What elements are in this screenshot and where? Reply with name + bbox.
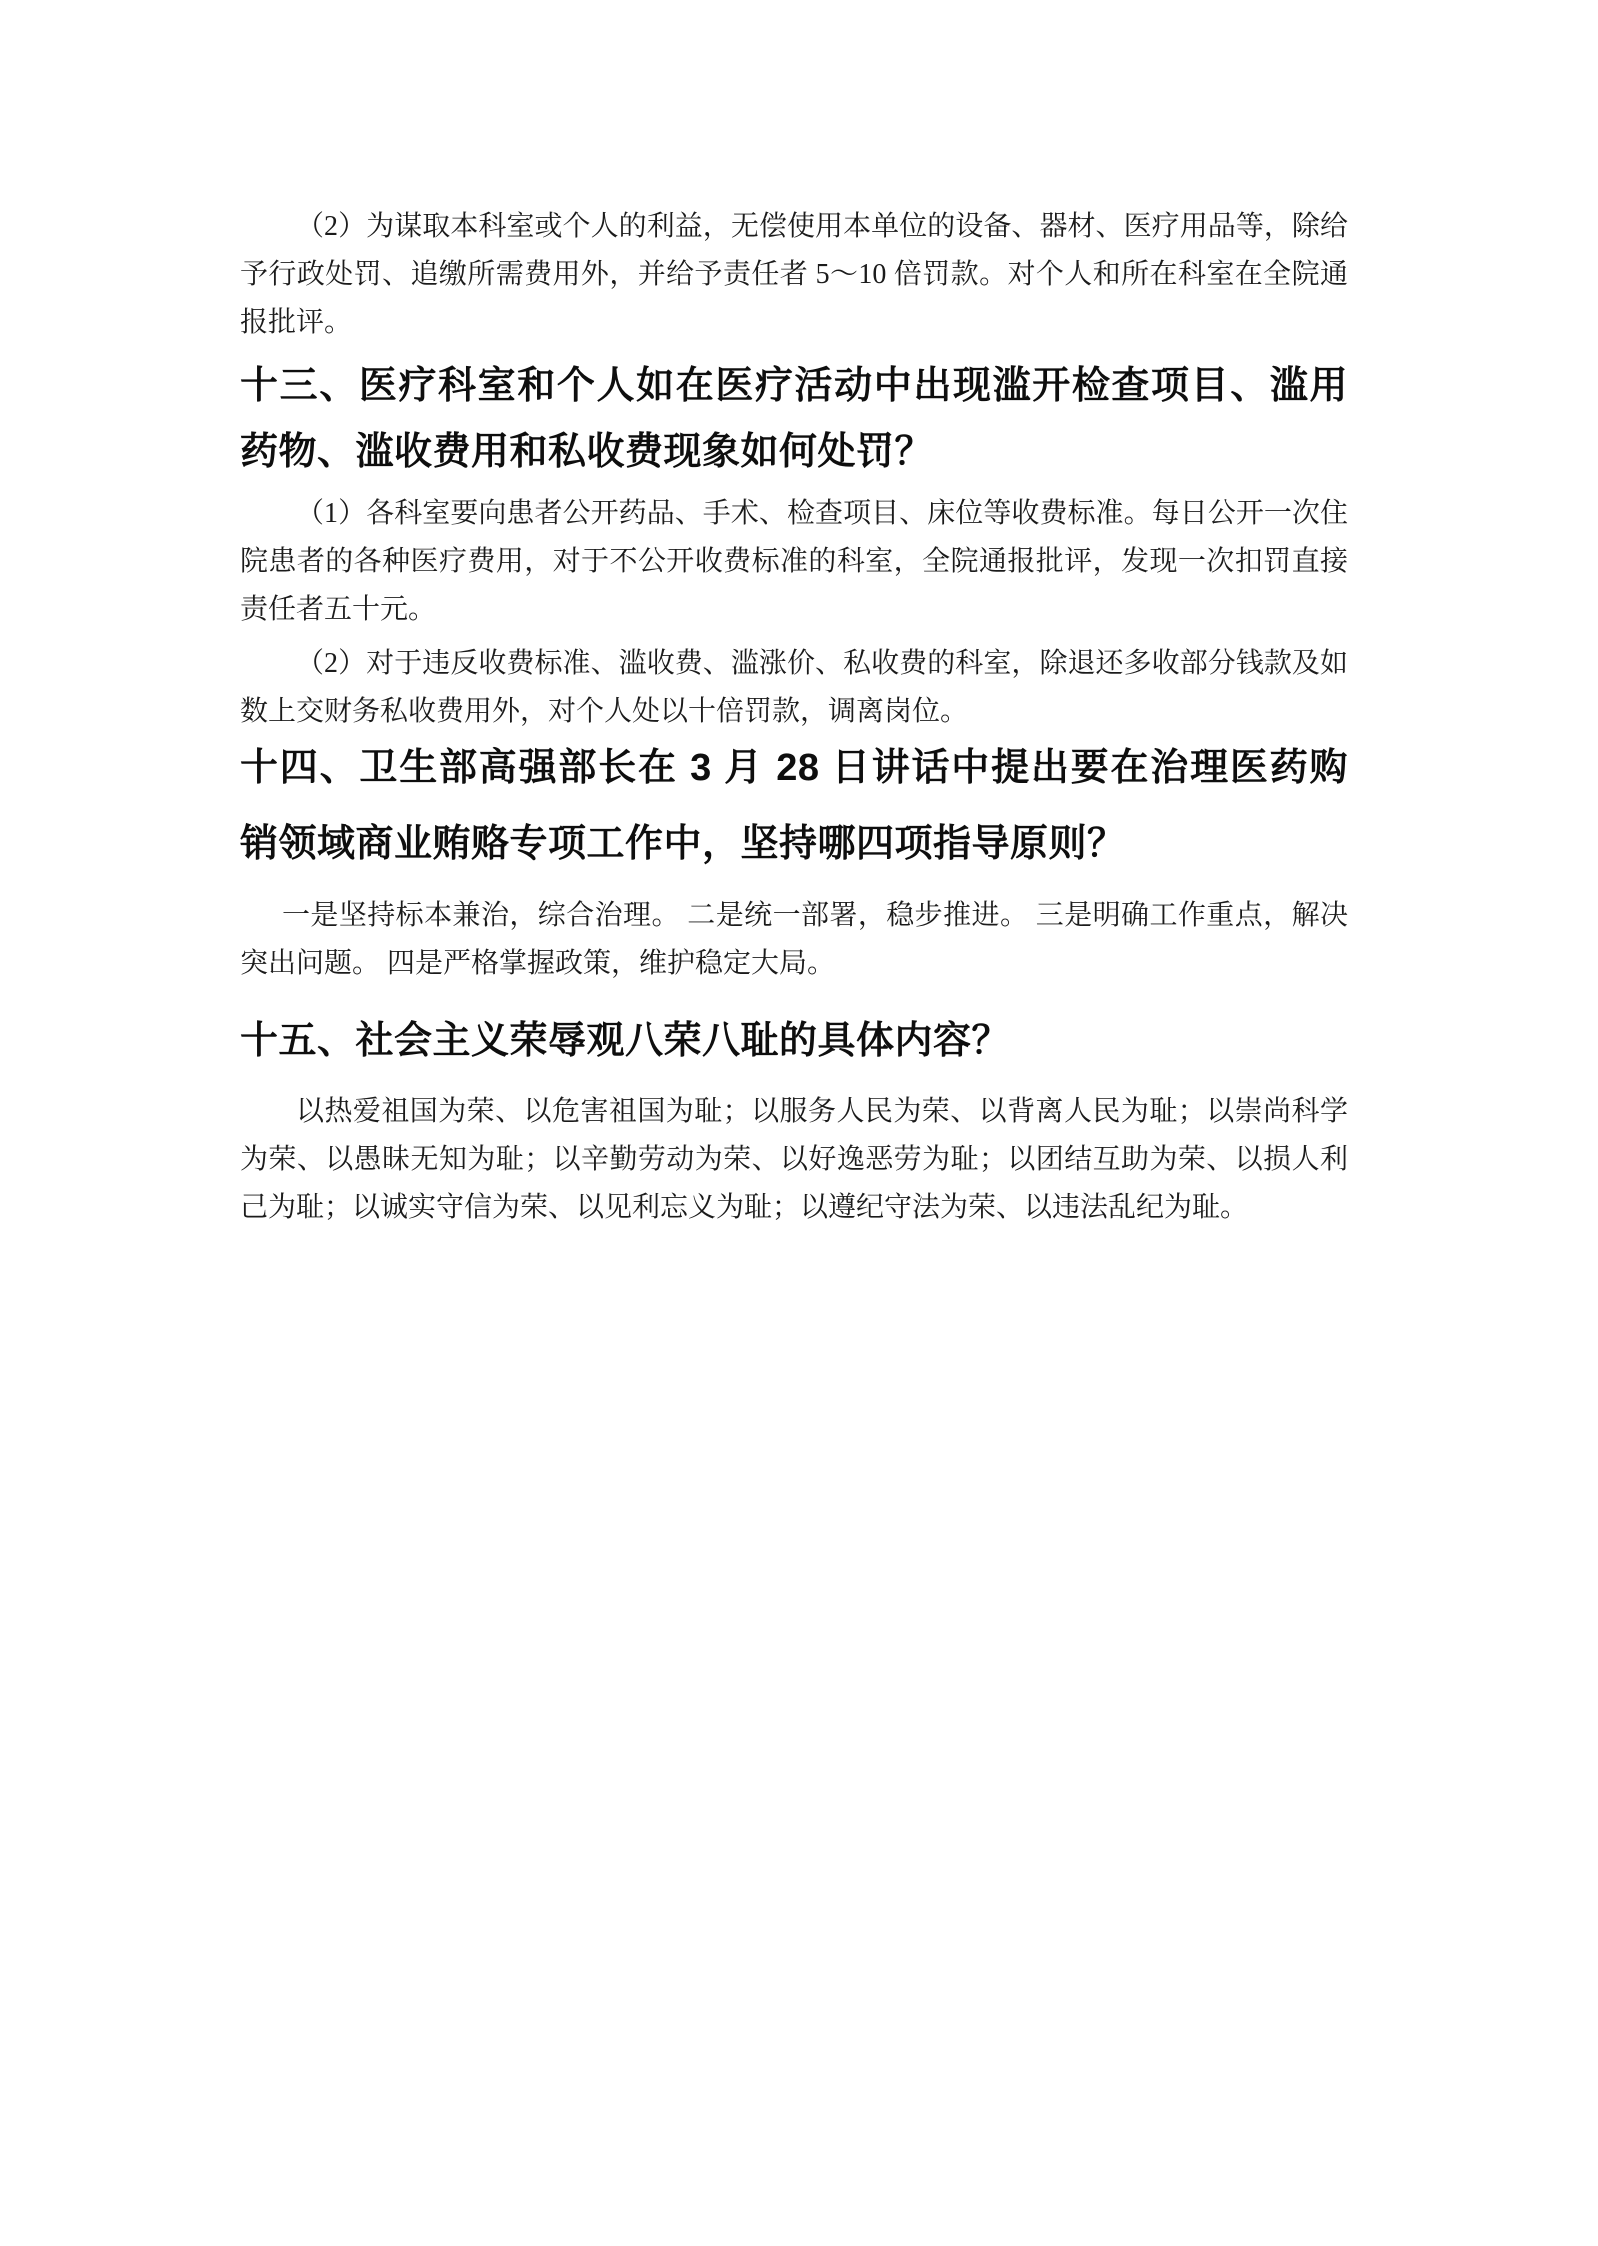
section-14-paragraph-1: 一是坚持标本兼治，综合治理。 二是统一部署，稳步推进。 三是明确工作重点，解决突出问题。 四是严格掌握政策，维护稳定大局。 [240,900,1348,979]
section-14-heading: 十四、卫生部高强部长在 3 月 28 日讲话中提出要在治理医药购销领域商业贿赂专项工作中，坚持哪四项指导原则？ [240,747,1348,865]
section-13-paragraph-2: （2）对于违反收费标准、滥收费、滥涨价、私收费的科室，除退还多收部分钱款及如数上交财务私收费用外，对个人处以十倍罚款，调离岗位。 [240,648,1348,727]
continuation-paragraph: （2）为谋取本科室或个人的利益，无偿使用本单位的设备、器材、医疗用品等，除给予行政处罚、追缴所需费用外，并给予责任者 5～10 倍罚款。对个人和所在科室在全院通报批评。 [240,211,1348,338]
section-13-paragraph-1: （1）各科室要向患者公开药品、手术、检查项目、床位等收费标准。每日公开一次住院患者的各种医疗费用，对于不公开收费标准的科室，全院通报批评，发现一次扣罚直接责任者五十元。 [240,498,1348,625]
section-15-paragraph-1: 以热爱祖国为荣、以危害祖国为耻；以服务人民为荣、以背离人民为耻；以崇尚科学为荣、以愚昧无知为耻；以辛勤劳动为荣、以好逸恶劳为耻；以团结互助为荣、以损人利己为耻；以诚实守信为荣、以见利忘义为耻；以遵纪守法为荣、以违法乱纪为耻。 [240,1096,1348,1223]
section-13-heading: 十三、医疗科室和个人如在医疗活动中出现滥开检查项目、滥用药物、滥收费用和私收费现象如何处罚？ [240,365,1348,473]
section-15-heading: 十五、社会主义荣辱观八荣八耻的具体内容？ [240,1020,1011,1062]
document-content [240,0,1348,1232]
